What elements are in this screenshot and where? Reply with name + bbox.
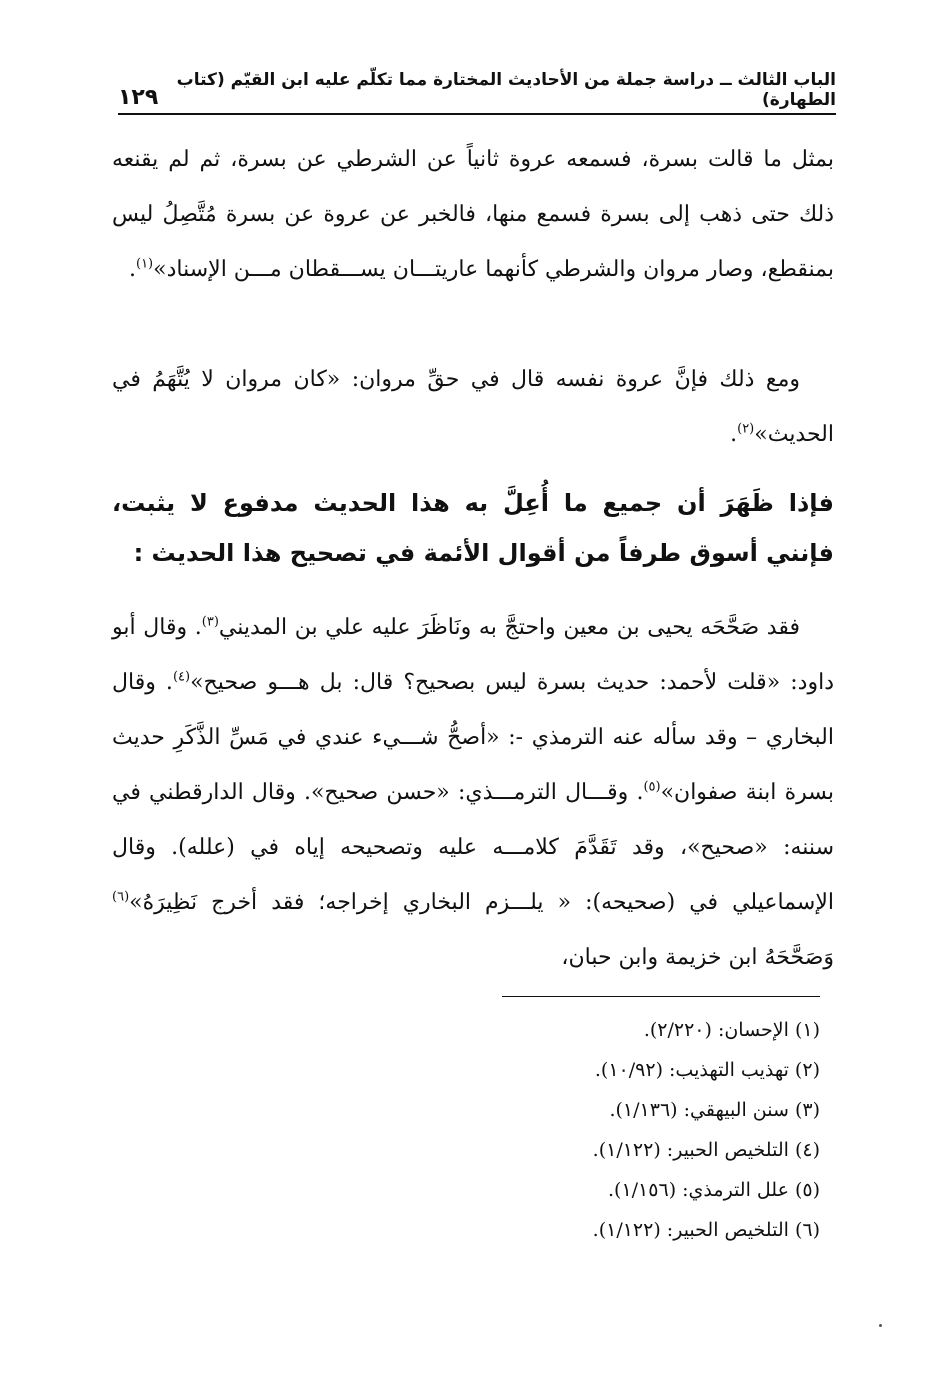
running-header — [118, 70, 836, 110]
footnote-1: (١) الإحسان: (٢/٢٢٠). — [643, 1019, 820, 1041]
paragraph-3-text-3: . وقال البخاري – وقد سأله عنه الترمذي -: «أصحُّ شـــيء عندي في مَسِّ الذَّكَرِ حديث بسرة ابنة صفوان» — [112, 670, 834, 805]
footnotes — [380, 1010, 820, 1250]
paragraph-3-text-5: وَصَحَّحَهُ ابن خزيمة وابن حبان، — [561, 945, 834, 970]
footnote-ref-3[interactable]: (٣) — [201, 614, 219, 630]
paragraph-3-text-2: . وقال أبو داود: «قلت لأحمد: حديث بسرة ليس بصحيح؟ قال: بل هـــو صحيح» — [112, 615, 834, 695]
footnote-3: (٣) سنن البيهقي: (١/١٣٦). — [609, 1099, 820, 1121]
footnote-2: (٢) تهذيب التهذيب: (١٠/٩٢). — [594, 1059, 820, 1081]
paragraph-3-text-1: فقد صَحَّحَه يحيى بن معين واحتجَّ به ونَاظَرَ عليه علي بن المديني — [218, 615, 800, 640]
footnote-5: (٥) علل الترمذي: (١/١٥٦). — [608, 1179, 820, 1201]
footnote-ref-6[interactable]: (٦) — [112, 889, 130, 905]
paragraph-1-text: بمثل ما قالت بسرة، فسمعه عروة ثانياً عن الشرطي عن بسرة، ثم لم يقنعه ذلك حتى ذهب إلى بسرة فسمع منها، فالخبر عن عروة عن بسرة مُتَّصِلُ ليس بمنقطع، وصار مروان والشرطي كأنهما عاريتـــان يســـقطان مـــن الإسناد» — [112, 147, 834, 282]
footnote-ref-4[interactable]: (٤) — [172, 669, 191, 685]
page-number: ١٢٩ — [118, 85, 159, 110]
paragraph-3 — [112, 600, 834, 985]
paragraph-2-end: . — [730, 422, 738, 447]
footnote-ref-5[interactable]: (٥) — [643, 779, 661, 795]
paragraph-3-text-4: . وقـــال الترمـــذي: «حسن صحيح». وقال الدارقطني في سننه: «صحيح»، وقد تَقَدَّمَ كلامـــه عليه وتصحيحه إياه في (علله). وقال الإسماعيلي في (صحيحه): « يلـــزم البخاري إخراجه؛ فقد أخرج نَظِيرَهُ» — [112, 780, 835, 915]
scan-speck — [879, 1324, 882, 1327]
footnote-6: (٦) التلخيص الحبير: (١/١٢٢). — [592, 1219, 820, 1241]
paragraph-2 — [112, 352, 834, 462]
section-heading: فإذا ظَهَرَ أن جميع ما أُعِلَّ به هذا الحديث مدفوع لا يثبت، فإنني أسوق طرفاً من أقوال الأئمة في تصحيح هذا الحديث : — [112, 489, 834, 567]
footnote-ref-1[interactable]: (١) — [135, 256, 154, 272]
paragraph-2-text: ومع ذلك فإنَّ عروة نفسه قال في حقِّ مروان: «كان مروان لا يُتَّهَمُ في الحديث» — [112, 367, 834, 447]
footnote-4: (٤) التلخيص الحبير: (١/١٢٢). — [592, 1139, 820, 1161]
header-title: الباب الثالث ــ دراسة جملة من الأحاديث المختارة مما تكلّم عليه ابن القيّم (كتاب الطهارة) — [176, 70, 836, 110]
paragraph-1-end: . — [128, 257, 136, 282]
footnote-separator — [502, 996, 820, 997]
paragraph-1 — [112, 132, 834, 297]
header-rule — [118, 113, 836, 115]
footnote-ref-2[interactable]: (٢) — [737, 421, 755, 437]
